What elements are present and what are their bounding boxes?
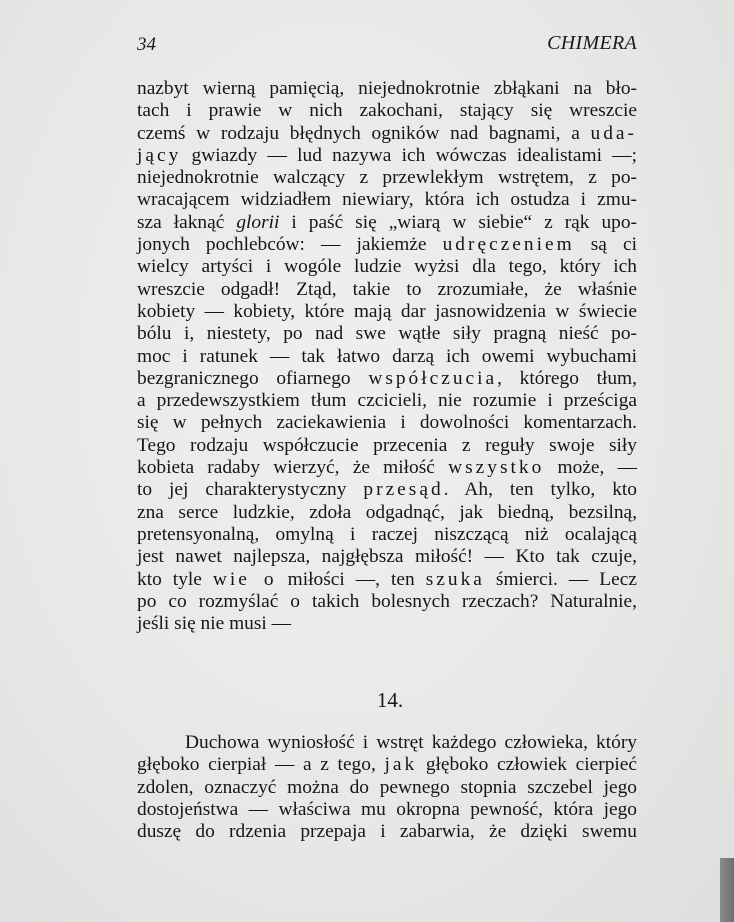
text-line: [137, 212, 637, 234]
text-line: bólu i, niestety, po nad swe wątłe siły pragną nieść po-: [137, 323, 637, 345]
text-line: jeśli się nie musi —: [137, 613, 292, 635]
text-line: [137, 234, 637, 256]
text-line: jest nawet najlepsza, najgłębsza miłość! — Kto tak czuje,: [137, 546, 637, 568]
text-line: [137, 457, 637, 479]
text-line: wielcy artyści i wogóle ludzie wyżsi dla tego, który ich: [137, 256, 637, 278]
text-line: [137, 569, 637, 591]
text-line: się w pełnych zaciekawienia i dowolności komentarzach.: [137, 412, 637, 434]
emphasis-spaced: współczucia: [368, 367, 498, 389]
running-title: CHIMERA: [547, 32, 637, 54]
text-segment: głęboko człowiek cierpieć: [417, 754, 637, 776]
emphasis-italic: glorii: [236, 211, 280, 233]
emphasis-spaced: przesąd: [363, 479, 444, 501]
text-line: [137, 754, 637, 776]
text-line: wreszcie odgadł! Ztąd, takie to zrozumiałe, że właśnie: [137, 278, 637, 300]
text-segment: kobieta radaby wierzyć, że miłość: [137, 457, 449, 479]
text-line: [137, 479, 637, 501]
text-segment: kto tyle: [137, 568, 213, 590]
emphasis-spaced: uda-: [590, 122, 637, 144]
text-segment: śmierci. — Lecz: [484, 568, 637, 590]
text-segment: . Ah, ten tylko, kto: [443, 479, 638, 501]
text-line: niejednokrotnie walczący z przewlekłym wstrętem, z po-: [137, 167, 637, 189]
emphasis-spaced: jak: [384, 754, 418, 776]
text-segment: to jej charakterystyczny: [137, 479, 364, 501]
text-segment: są ci: [574, 234, 637, 256]
text-line: nazbyt wierną pamięcią, niejednokrotnie zbłąkani na bło-: [137, 78, 637, 99]
text-line: [137, 368, 637, 390]
text-line: tach i prawie w nich zakochani, stający się wreszcie: [137, 100, 637, 122]
text-segment: głęboko cierpiał — a z tego,: [137, 754, 385, 776]
emphasis-spaced: udręczeniem: [442, 234, 575, 256]
text-line: kobiety — kobiety, które mają dar jasnowidzenia w świecie: [137, 300, 637, 322]
text-segment: bezgranicznego ofiarnego: [137, 367, 369, 389]
text-line: Tego rodzaju współczucie przecenia z reguły swoje siły: [137, 434, 637, 456]
text-line: zna serce ludzkie, zdoła odgadnąć, jak biedną, bezsilną,: [137, 501, 637, 523]
text-segment: miłości —, ten: [276, 568, 426, 590]
text-segment: gwiazdy — lud nazywa ich wówczas idealistami —;: [181, 144, 637, 166]
page-number: 34: [137, 34, 156, 55]
text-line: dostojeństwa — właściwa mu okropna pewność, która jego: [137, 798, 637, 820]
text-line: moc i ratunek — tak łatwo darzą ich owemi wybuchami: [137, 345, 637, 367]
emphasis-spaced: szuka: [425, 568, 485, 590]
emphasis-spaced: wie o: [212, 568, 277, 590]
section-number: 14.: [376, 688, 404, 712]
text-segment: , którego tłum,: [497, 367, 637, 389]
text-segment: może, —: [544, 457, 637, 479]
text-line: wracającem widziadłem niewiary, która ich ostudza i zmu-: [137, 189, 637, 211]
paragraph-1: [137, 78, 637, 635]
text-line: zdolen, oznaczyć można do pewnego stopnia szczebel jego: [137, 776, 637, 798]
text-line: [137, 145, 637, 167]
text-line: [137, 123, 637, 145]
text-line: pretensyonalną, omylną i raczej niszczącą niż ocalającą: [137, 523, 637, 545]
text-line: po co rozmyślać o takich bolesnych rzeczach? Naturalnie,: [137, 590, 637, 612]
text-line: Duchowa wyniosłość i wstręt każdego człowieka, który: [185, 732, 637, 753]
paragraph-2: [137, 732, 637, 843]
text-segment: i paść się „wiarą w siebie“ z rąk upo-: [279, 211, 637, 233]
page-header: [137, 30, 637, 56]
emphasis-spaced: jący: [137, 144, 182, 166]
text-line: a przedewszystkiem tłum czcicieli, nie rozumie i prześciga: [137, 390, 637, 412]
text-segment: sza łaknąć: [137, 211, 237, 233]
text-segment: czemś w rodzaju błędnych ogników nad bagnami, a: [137, 122, 591, 144]
text-segment: jonych pochlebców: — jakiemże: [137, 234, 443, 256]
emphasis-spaced: wszystko: [448, 457, 545, 479]
page-edge-shadow: [720, 858, 734, 922]
text-line: duszę do rdzenia przepaja i zabarwia, że dzięki swemu: [137, 821, 637, 843]
